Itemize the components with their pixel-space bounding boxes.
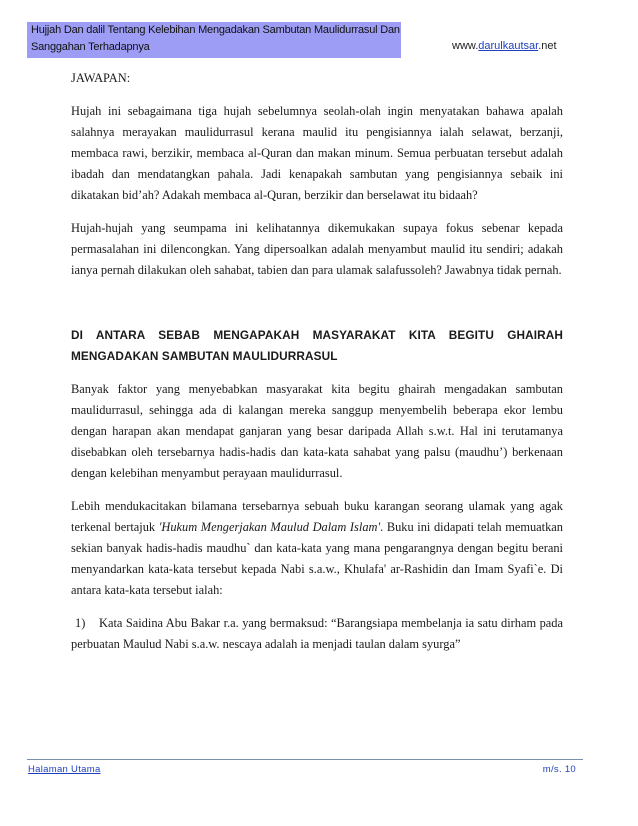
page-number: m/s. 10 — [542, 764, 576, 775]
document-body — [71, 68, 563, 655]
paragraph-text: Lebih mendukacitakan bilamana tersebarnya sebuah buku karangan seorang ulamak yang agak terkenal bertajuk — [71, 499, 563, 534]
paragraph: Hujah ini sebagaimana tiga hujah sebelumnya seolah-olah ingin menyatakan bahawa apalah salahnya merayakan maulidurrasul kerana maulid itu pengisiannya ialah selawat, berzanji, membaca rawi, berzikir, membaca al-Quran dan makan minum. Semua perbuatan tersebut adalah ibadah dan mendatangkan pahala. Jadi kenapakah sambutan yang pengisiannya sebaik ini dikatakan bid’ah? Adakah membaca al-Quran, berzikir dan berselawat itu bidaah? — [71, 104, 563, 202]
section-heading: DI ANTARA SEBAB MENGAPAKAH MASYARAKAT KITA BEGITU GHAIRAH MENGADAKAN SAMBUTAN MAULIDURRASUL — [71, 328, 563, 363]
title-line-2: Sanggahan Terhadapnya — [31, 41, 150, 53]
paragraph-text: . Buku ini didapati telah memuatkan sekian banyak hadis-hadis maudhu` dan kata-kata yang mana pengarangnya dengan begitu berani menyandarkan kata-kata tersebut kepada Nabi s.a.w., Khulafa' ar-Rashidin dan Imam Syafi`e. Di antara kata-kata tersebut ialah: — [71, 520, 563, 597]
list-item-text: Kata Saidina Abu Bakar r.a. yang bermaksud: “Barangsiapa membelanja ia satu dirham pada perbuatan Maulud Nabi s.a.w. nescaya adalah ia menjadi taulan dalam syurga” — [71, 616, 563, 651]
paragraph: Hujah-hujah yang seumpama ini kelihatannya dikemukakan supaya fokus sebenar kepada permasalahan ini dilencongkan. Yang dipersoalkan adalah menyambut maulid itu sendiri; adakah ianya pernah dilakukan oleh sahabat, tabien dan para ulamak salafussoleh? Jawabnya tidak pernah. — [71, 221, 563, 277]
site-link[interactable]: darulkautsar — [478, 40, 539, 52]
home-link[interactable]: Halaman Utama — [28, 764, 101, 775]
website-url — [452, 40, 557, 52]
jawapan-label: JAWAPAN: — [71, 71, 131, 85]
title-line-1: Hujjah Dan dalil Tentang Kelebihan Mengadakan Sambutan Maulidurrasul Dan — [31, 24, 400, 36]
footer-divider — [27, 759, 583, 760]
paragraph: Banyak faktor yang menyebabkan masyarakat kita begitu ghairah mengadakan sambutan maulidurrasul, sehingga ada di kalangan mereka sanggup menyembelih beberapa ekor lembu dengan harapan akan mendapat ganjaran yang besar daripada Allah s.w.t. Hal ini terutamanya disebabkan oleh tersebarnya hadis-hadis dan kata-kata sahabat yang palsu (maudhu’) berkenaan dengan kelebihan menyambut perayaan maulidurrasul. — [71, 382, 563, 480]
list-item-number: 1) — [75, 616, 86, 630]
document-running-title — [31, 22, 401, 56]
site-prefix: www. — [452, 40, 479, 52]
book-title: 'Hukum Mengerjakan Maulud Dalam Islam' — [158, 520, 381, 534]
site-suffix: .net — [538, 40, 557, 52]
paragraph — [71, 496, 563, 601]
list-item — [71, 613, 563, 655]
